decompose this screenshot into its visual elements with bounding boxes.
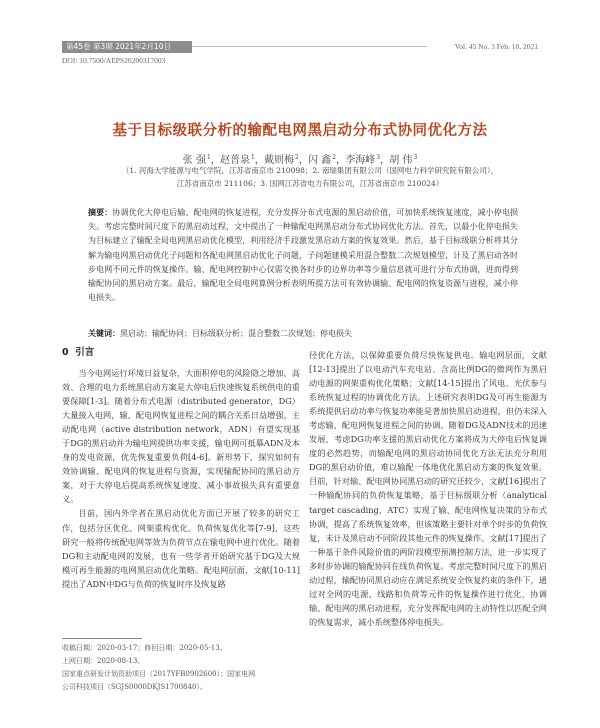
affiliation-line: 江苏省南京市 211106；3. 国网江苏省电力有限公司，江苏省南京市 210024） (176, 178, 444, 188)
affiliation-line: （1. 河海大学能源与电气学院，江苏省南京市 210098；2. 南瑞集团有限公司（国网电力科学研究院有限公司）， (121, 166, 499, 175)
body-paragraph: 当今电网运行环境日益复杂，大面积停电的风险隐之增加，高效、合理的电力系统黑启动方案是大停电后快速恢复系统供电的重要保障[1-3]。随着分布式电源（distributed generator，DG）大量接入电网，输、配电网恢复进程之间的耦合关系日益增强，主动配电网（active distribution network，ADN）有望实现基于DG的黑启动并为输电网提供功率支援，输电网可抵摹ADN及本身的发电资源，优先恢复重要负荷[4-6]。新形势下，探究如何有效协调输、配电网的恢复进程与资源，实现输配协同的黑启动方案，对于大停电后提高系统恢复速度、减小事故损失具有重要意义。 (62, 368, 300, 505)
right-column (309, 348, 547, 629)
abstract-text: 协调优化大停电后输、配电网的恢复进程，充分发挥分布式电源的黑启动价值，可加快系统恢复速度，减小停电损失。考虑完整时间尺度下的黑启动过程，文中提出了一种输配电网黑启动分布式协同优化方法。首先，以最小化停电损失为目标建立了输配全局电网黑启动优化模型，利用经济手段激发黑启动方案的恢复效果。然后，基于目标级联分析将其分解为输电网黑启动优化子问题和各配电网黑启动优化子问题，子问题建模采用混合整数二次规划模型，计及了黑启动各时步电网不同元件的恢复操作。输、配电网控制中心仅需交换各时步的边界功率等少量信息就可进行分布式协调，进而得到输配协同的黑启动方案。最后，输配电全局电网算例分析表明所提方法可有效协调输、配电网的恢复资源与进程，减小停电损失。 (88, 208, 519, 303)
left-column (62, 366, 300, 591)
abstract (88, 206, 518, 305)
journal-volume-bar: 第45卷 第3期 2021年2月10日 (62, 41, 192, 53)
section-heading (62, 347, 94, 365)
footnotes (62, 642, 300, 694)
section-title: 引言 (75, 347, 95, 358)
footnote-fund: 公司科技项目（SGJS0000DKJS1700840）。 (62, 683, 207, 691)
section-number: 0 (62, 347, 69, 358)
author: 张 强$^1$ (182, 153, 211, 166)
author-list: 张 强$^1$， 赵普泉$^1$， 戴则梅$^2$， 闪 鑫$^2$， 李海峰$^3$， 胡 伟$^3$ (182, 153, 418, 166)
keywords (88, 327, 518, 341)
keywords-text: 黑启动；输配协同；目标级联分析；混合整数二次规划；停电损失 (120, 329, 352, 338)
author: 闪 鑫$^2$ (308, 153, 337, 166)
body-paragraph: 目前，国内外学者在黑启动优化方面已开展了较多的研究工作，包括分区优化、网架重构优化、负荷恢复优化等[7-9]，这些研究一般将传统配电网等效为负荷节点在输电网中进行优化。随着DG和主动配电网的发展，也有一些学者开始研究基于DG及大规模可再生能源的电网黑启动优化策略。配电网层面，文献[10-11]提出了ADN中DG与负荷的恢复时序及恢复路 (62, 508, 300, 589)
keywords-label: 关键词： (88, 329, 120, 338)
author: 胡 伟$^3$ (389, 153, 418, 166)
author: 李海峰$^3$ (345, 153, 381, 166)
body-paragraph: 径优化方法，以保障重要负荷尽快恢复供电。输电网层面，文献[12-13]提出了以电动汽车充电站、含高比例DG的微网作为黑启动电源的网架重构优化策略；文献[14-15]提出了风电、光伏参与系统恢复过程的协调优化方法。上述研究表明DG及可再生能源为系统提供启动功率与恢复功率能是著加快黑启动进程，但仍未深入考虑输、配电网恢复进程之间的协调。随着DG及ADN技术的迅速发展，考虑DG功率支援的黑启动优化方案将成为大停电后恢复调度的必然趋势，而输配电网的黑启动协同优化方法无法充分利用DG的黑启动价值，难以输配一体地优化黑启动方案的恢复效果。目前，针对输、配电网协同黑启动的研究还较少，文献[16]提出了一种输配协同的负荷恢复策略，基于目标级联分析（analytical target cascading，ATC）实现了输、配电网恢复决策的分布式协调，提高了系统恢复效率，但该策略主要针对单个时步的负荷恢复，未计及黑启动不同阶段其他元件的恢复操作。文献[17]提出了一种基于条件风险价值的两阶段模型预测控制方法，进一步实现了多时步协调的输配协同在线负荷恢复。考虑完整时间尺度下的黑启动过程，输配协同黑启动应在满足系统安全恢复约束的条件下，通过对全网的电源、线路和负荷等元件的恢复操作进行优化，协调输、配电网的黑启动进程，充分发挥配电网的主动特性以匹配全网的恢复需求，减小系统整体停电损失。 (309, 350, 547, 627)
author: 赵普泉$^1$ (219, 153, 255, 166)
abstract-label: 摘要： (88, 208, 113, 217)
footnote-fund: 国家重点研发计划资助项目（2017YFB0902600）；国家电网 (62, 670, 256, 678)
author: 戴则梅$^2$ (263, 153, 299, 166)
footnote-rule (62, 638, 142, 639)
header-rule (192, 46, 427, 47)
footnote-online: 上网日期：2020-08-13。 (62, 657, 145, 665)
footnote-received: 收稿日期：2020-03-17；修回日期：2020-05-13。 (62, 644, 227, 652)
affiliations (100, 165, 520, 190)
doi[interactable]: DOI: 10.7500/AEPS20200317003 (62, 56, 166, 65)
journal-volume-en: Vol. 45 No. 3 Feb. 10, 2021 (454, 42, 538, 51)
paper-title: 基于目标级联分析的输配电网黑启动分布式协同优化方法 (112, 123, 488, 139)
